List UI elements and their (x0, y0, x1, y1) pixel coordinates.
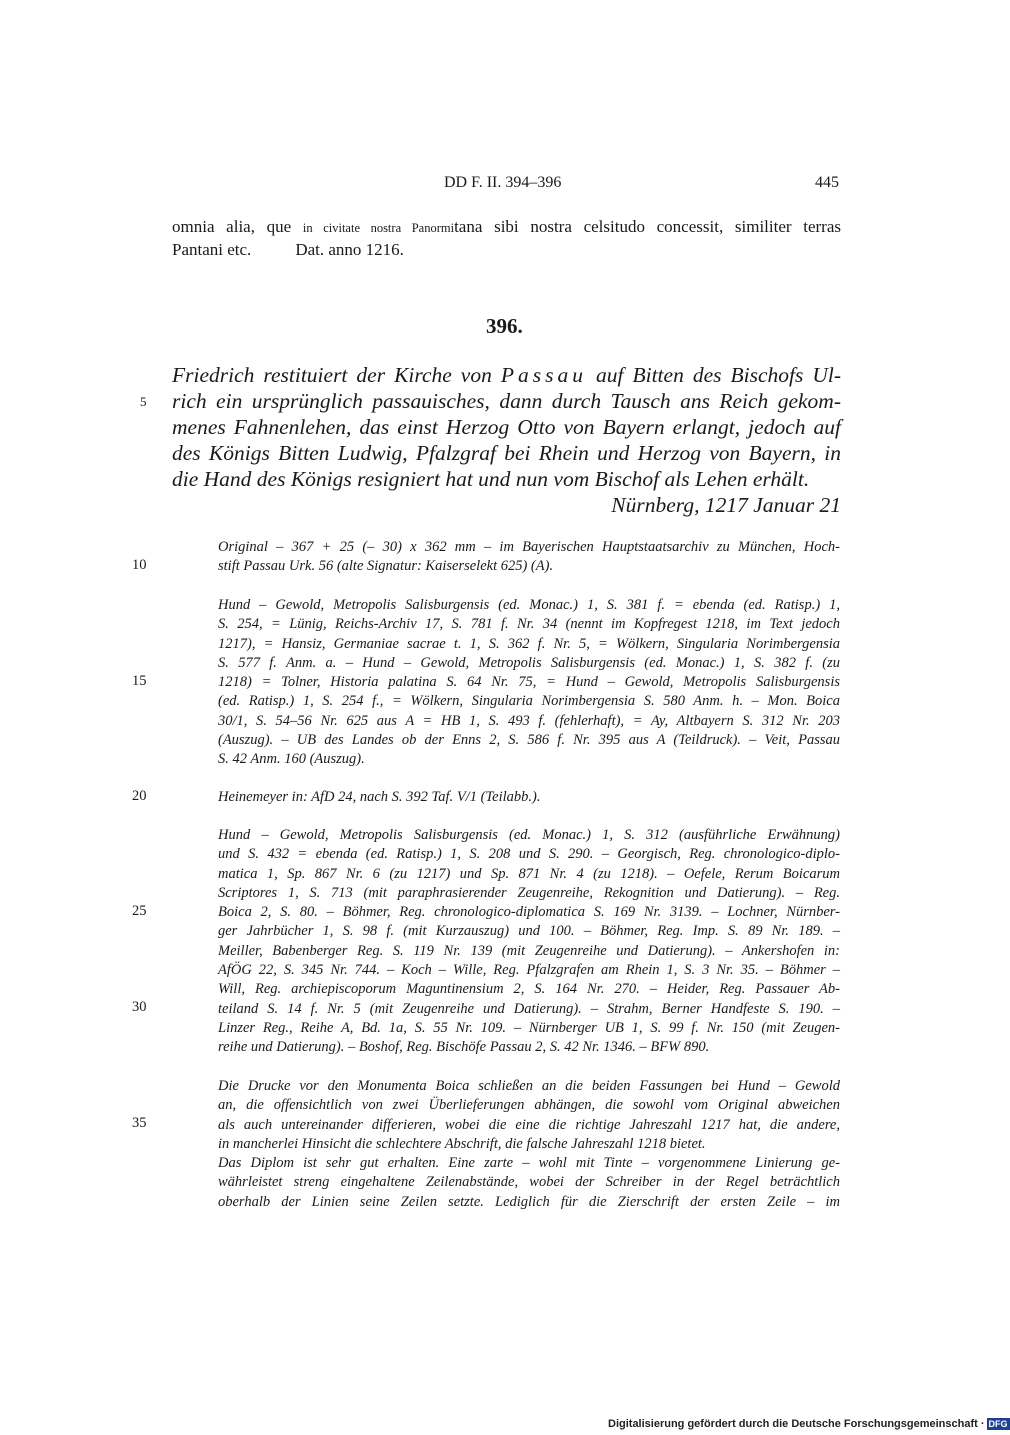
note-facsimile (218, 788, 840, 807)
note-line: Will, Reg. archiepiscoporum Maguntinensium 2, S. 164 Nr. 270. – Heider, Reg. Passauer Ab- (218, 981, 840, 998)
line-number: 25 (132, 903, 147, 919)
footer-text: Digitalisierung gefördert durch die Deutsche Forschungsgemeinschaft · (608, 1418, 985, 1430)
note-line: reihe und Datierung). – Boshof, Reg. Bischöfe Passau 2, S. 42 Nr. 1346. – BFW 890. (218, 1039, 710, 1056)
regest-line: rich ein ursprünglich passauisches, dann durch Tausch ans Reich gekom- (172, 389, 841, 413)
line-number: 15 (132, 673, 147, 689)
dfg-logo: DFG (988, 1419, 1008, 1430)
regest-line: Friedrich restituiert der Kirche von Passau auf Bitten des Bischofs Ul- (172, 363, 842, 387)
note-line: Original – 367 + 25 (– 30) x 362 mm – im Bayerischen Hauptstaatsarchiv zu München, Hoch- (218, 539, 840, 555)
note-line: stift Passau Urk. 56 (alte Signatur: Kaiserselekt 625) (A). (218, 558, 554, 575)
note-line: Hund – Gewold, Metropolis Salisburgensis (ed. Monac.) 1, S. 312 (ausführliche Erwähnung) (218, 827, 840, 843)
note-line: als auch untereinander differieren, wobei die eine die richtige Jahreszahl 1217 hat, die andere, (218, 1116, 840, 1133)
regest-line: die Hand des Königs resigniert hat und nun vom Bischof als Lehen erhält. (172, 467, 810, 491)
note-line: ger Jahrbücher 1, S. 98 f. (mit Kurzauszug) und 100. – Böhmer, Reg. Imp. S. 89 Nr. 189. – (218, 923, 840, 940)
previous-document-text (172, 216, 841, 261)
document-number: 396. (486, 314, 523, 338)
note-line: währleistet streng eingehaltene Zeilenabstände, wobei der Schreiber in der Regel beträchtlich (218, 1174, 840, 1191)
note-line: und S. 432 = ebenda (ed. Ratisp.) 1, S. 208 und S. 290. – Georgisch, Reg. chronologico-diplo- (218, 846, 840, 863)
note-line: S. 254, = Lünig, Reichs-Archiv 17, S. 781 f. Nr. 34 (nennt im Kopfregest 1218, im Text jedoch (218, 616, 840, 633)
note-line: teiland S. 14 f. Nr. 5 (mit Zeugenreihe und Datierung). – Strahm, Berner Handfeste S. 190. – (218, 1000, 840, 1017)
note-line: S. 577 f. Anm. a. – Hund – Gewold, Metropolis Salisburgensis (ed. Monac.) 1, S. 382 f. (zu (218, 654, 840, 671)
page-number: 445 (815, 174, 839, 191)
note-line: 1218) = Tolner, Historia palatina S. 64 Nr. 75, = Hund – Gewold, Metropolis Salisburgensis (218, 674, 840, 691)
note-line: (Auszug). – UB des Landes ob der Enns 2, S. 586 f. Nr. 395 aus A (Teildruck). – Veit, Passau (218, 732, 840, 749)
note-line: 30/1, S. 54–56 Nr. 625 aus A = HB 1, S. 493 f. (fehlerhaft), = Ay, Altbayern S. 312 Nr. 203 (218, 712, 840, 729)
place-date: Nürnberg, 1217 Januar 21 (611, 493, 841, 517)
note-original (218, 538, 840, 577)
previous-text-line: Pantani etc. Dat. anno 1216. (172, 240, 404, 259)
regest-line: menes Fahnenlehen, das einst Herzog Otto von Bayern erlangt, jedoch auf (172, 415, 841, 439)
previous-text-line: omnia alia, que in civitate nostra Panormitana sibi nostra celsitudo concessit, similiter terras (172, 217, 842, 236)
note-line: Hund – Gewold, Metropolis Salisburgensis (ed. Monac.) 1, S. 381 f. = ebenda (ed. Ratisp.) 1, (218, 597, 840, 613)
note-line: Die Drucke vor den Monumenta Boica schließen an die beiden Fassungen bei Hund – Gewold (218, 1078, 840, 1094)
line-number: 35 (132, 1115, 147, 1131)
note-line: matica 1, Sp. 867 Nr. 6 (zu 1217) und Sp. 871 Nr. 4 (zu 1218). – Oefele, Rerum Boicarum (218, 865, 840, 882)
regest-line: des Königs Bitten Ludwig, Pfalzgraf bei Rhein und Herzog von Bayern, in (172, 441, 841, 465)
footer-funding-note (608, 1418, 1010, 1430)
line-number: 5 (140, 394, 147, 409)
note-line: oberhalb der Linien seine Zeilen setzte. Lediglich für die Zierschrift der ersten Zeile – im (218, 1193, 840, 1210)
note-line: Heinemeyer in: AfD 24, nach S. 392 Taf. V/1 (Teilabb.). (218, 789, 541, 805)
note-line: in mancherlei Hinsicht die schlechtere Abschrift, die falsche Jahreszahl 1218 bietet. (218, 1135, 706, 1152)
note-line: Das Diplom ist sehr gut erhalten. Eine zarte – wohl mit Tinte – vorgenommene Linierung ge- (218, 1155, 840, 1172)
line-number: 10 (132, 557, 147, 573)
running-head-title: DD F. II. 394–396 (444, 174, 562, 191)
line-number: 20 (132, 788, 147, 804)
note-line: S. 42 Anm. 160 (Auszug). (218, 751, 365, 768)
note-line: Meiller, Babenberger Reg. S. 119 Nr. 139 (mit Zeugenreihe und Datierung). – Ankershofen in: (218, 942, 840, 959)
note-line: Scriptores 1, S. 713 (mit paraphrasierender Zeugenreihe, Rekognition und Datierung). – Reg. (218, 884, 840, 901)
note-line: (ed. Ratisp.) 1, S. 254 f., = Wölkern, Singularia Norimbergensia S. 580 Anm. h. – Mon. Boica (218, 693, 840, 710)
note-line: Boica 2, S. 80. – Böhmer, Reg. chronologico-diplomatica S. 169 Nr. 3139. – Lochner, Nürnber- (218, 904, 840, 921)
note-editions (218, 596, 840, 770)
note-line: Linzer Reg., Reihe A, Bd. 1a, S. 55 Nr. 109. – Nürnberger UB 1, S. 99 f. Nr. 150 (mit Zeugen- (218, 1019, 840, 1036)
note-commentary (218, 1077, 840, 1212)
note-regesta (218, 826, 840, 1058)
note-line: an, die offensichtlich von zwei Überlieferungen abhängen, die sowohl vom Original abweichen (218, 1097, 840, 1114)
line-number: 30 (132, 999, 147, 1015)
note-line: 1217), = Hansiz, Germaniae sacrae t. 1, S. 362 f. Nr. 5, = Wölkern, Singularia Norimbergensia (218, 635, 840, 652)
note-line: AfÖG 22, S. 345 Nr. 744. – Koch – Wille, Reg. Pfalzgrafen am Rhein 1, S. 3 Nr. 35. – Böhmer – (218, 962, 840, 979)
regest (172, 362, 841, 518)
